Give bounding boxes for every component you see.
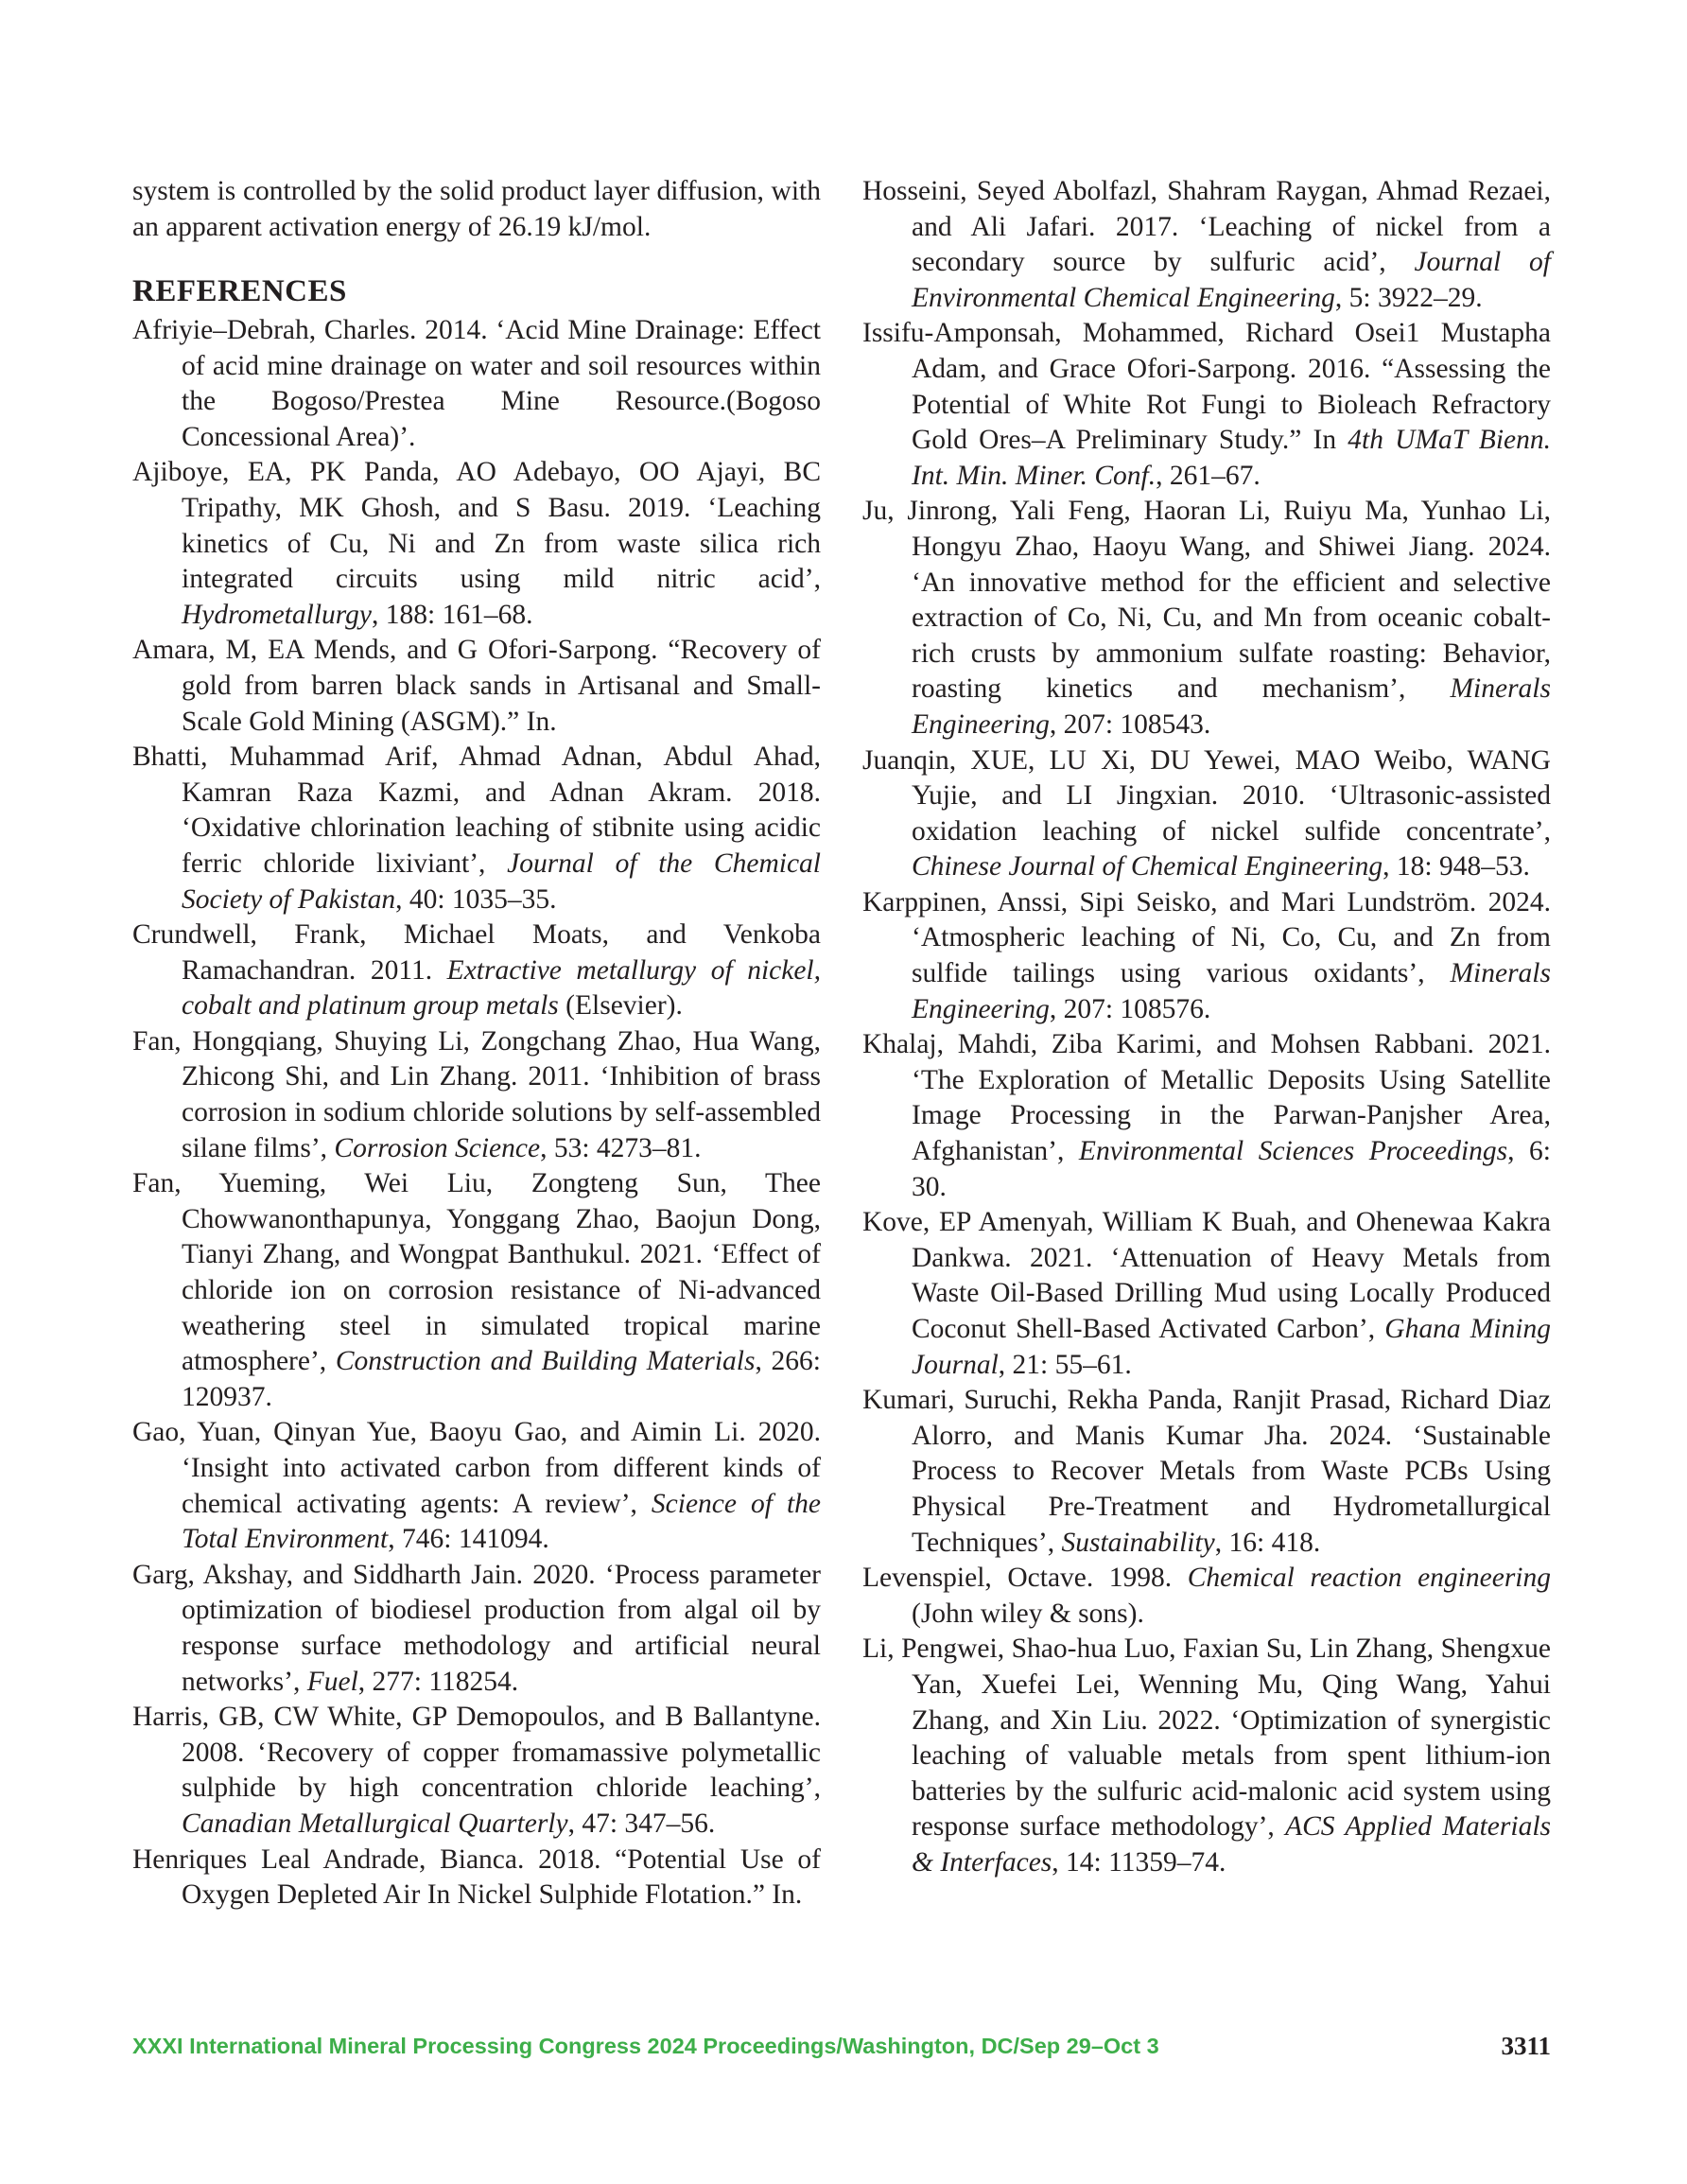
reference-source-title: Construction and Building Materials	[335, 1346, 756, 1377]
reference-text: Henriques Leal Andrade, Bianca. 2018. “Potential Use of Oxygen Depleted Air In Nickel Sulphide Flotation.” In.	[132, 1843, 821, 1911]
reference-details: , 53: 4273–81.	[540, 1132, 702, 1163]
reference-details: , 16: 418.	[1214, 1527, 1321, 1558]
reference-entry	[132, 455, 821, 633]
reference-details: (John wiley & sons).	[912, 1598, 1144, 1629]
reference-details: , 266: 120937.	[182, 1346, 821, 1412]
reference-text: Li, Pengwei, Shao-hua Luo, Faxian Su, Lin Zhang, Shengxue Yan, Xuefei Lei, Wenning Mu, Qing Wang, Yahui Zhang, and Xin Liu. 2022. ‘Optimization of synergistic leaching of valuable metals from spent lithium-ion batteries by the sulfuric acid-malonic acid system using response surface methodology’,	[862, 1634, 1551, 1843]
left-column	[132, 174, 821, 1913]
reference-text: Ajiboye, EA, PK Panda, AO Adebayo, OO Ajayi, BC Tripathy, MK Ghosh, and S Basu. 2019. ‘Leaching kinetics of Cu, Ni and Zn from waste silica rich integrated circuits using mild nitric acid’,	[132, 457, 821, 595]
reference-source-title: Extractive metallurgy of nickel, cobalt and platinum group metals	[182, 954, 821, 1022]
reference-details: , 14: 11359–74.	[1052, 1846, 1226, 1878]
reference-entry	[132, 1415, 821, 1557]
reference-source-title: Environmental Sciences Proceedings	[1078, 1136, 1508, 1167]
reference-source-title: Canadian Metallurgical Quarterly	[182, 1808, 568, 1839]
reference-details: , 6: 30.	[912, 1136, 1551, 1202]
reference-text: Gao, Yuan, Qinyan Yue, Baoyu Gao, and Aimin Li. 2020. ‘Insight into activated carbon from different kinds of chemical activating agents: A review’,	[132, 1417, 821, 1519]
reference-text: Issifu-Amponsah, Mohammed, Richard Osei1 Mustapha Adam, and Grace Ofori-Sarpong. 2016. “Assessing the Potential of White Rot Fungi to Bioleach Refractory Gold Ores–A Preliminary Study.” In	[862, 318, 1551, 456]
references-list-left	[132, 313, 821, 1913]
reference-entry	[862, 1205, 1551, 1383]
reference-details: , 5: 3922–29.	[1334, 282, 1483, 313]
intro-paragraph: system is controlled by the solid product layer diffusion, with an apparent activation energy of 26.19 kJ/mol.	[132, 176, 821, 242]
reference-text: Garg, Akshay, and Siddharth Jain. 2020. ‘Process parameter optimization of biodiesel production from algal oil by response surface methodology and artificial neural networks’,	[132, 1559, 821, 1697]
reference-text: Ju, Jinrong, Yali Feng, Haoran Li, Ruiyu Ma, Yunhao Li, Hongyu Zhao, Haoyu Wang, and Shiwei Jiang. 2024. ‘An innovative method for the efficient and selective extraction of Co, Ni, Cu, and Mn from oceanic cobalt-rich crusts by ammonium sulfate roasting: Behavior, roasting kinetics and mechanism’,	[862, 496, 1551, 705]
reference-text: Harris, GB, CW White, GP Demopoulos, and B Ballantyne. 2008. ‘Recovery of copper fromamassive polymetallic sulphide by high concentration chloride leaching’,	[132, 1702, 821, 1804]
reference-details: , 40: 1035–35.	[395, 883, 557, 915]
reference-details: , 21: 55–61.	[998, 1349, 1132, 1380]
page-footer	[132, 2034, 1551, 2071]
reference-text: Juanqin, XUE, LU Xi, DU Yewei, MAO Weibo, WANG Yujie, and LI Jingxian. 2010. ‘Ultrasonic-assisted oxidation leaching of nickel sulfide concentrate’,	[862, 744, 1551, 847]
reference-text: Crundwell, Frank, Michael Moats, and Venkoba Ramachandran. 2011.	[132, 919, 821, 986]
reference-text: Kove, EP Amenyah, William K Buah, and Ohenewaa Kakra Dankwa. 2021. ‘Attenuation of Heavy Metals from Waste Oil-Based Drilling Mud using Locally Produced Coconut Shell-Based Activated Carbon’,	[862, 1207, 1551, 1344]
reference-text: Amara, M, EA Mends, and G Ofori-Sarpong. “Recovery of gold from barren black sands in Artisanal and Small-Scale Gold Mining (ASGM).” In.	[132, 635, 821, 737]
right-column	[862, 174, 1551, 1881]
reference-entry	[132, 917, 821, 1024]
reference-text: Afriyie–Debrah, Charles. 2014. ‘Acid Mine Drainage: Effect of acid mine drainage on water and soil resources within the Bogoso/Prestea Mine Resource.(Bogoso Concessional Area)’.	[132, 315, 821, 452]
reference-source-title: 4th UMaT Bienn. Int. Min. Miner. Conf.	[912, 425, 1551, 491]
reference-details: , 277: 118254.	[357, 1666, 519, 1697]
reference-source-title: Fuel	[306, 1666, 358, 1697]
references-heading: REFERENCES	[132, 274, 347, 308]
reference-text: Hosseini, Seyed Abolfazl, Shahram Raygan, Ahmad Rezaei, and Ali Jafari. 2017. ‘Leaching of nickel from a secondary source by sulfuric acid’,	[862, 176, 1551, 278]
reference-text: Karppinen, Anssi, Sipi Seisko, and Mari Lundström. 2024. ‘Atmospheric leaching of Ni, Co, Cu, and Zn from sulfide tailings using various oxidants’,	[862, 886, 1551, 989]
reference-entry	[862, 1383, 1551, 1561]
reference-entry	[132, 1843, 821, 1913]
reference-details: , 261–67.	[1156, 460, 1261, 491]
reference-source-title: Hydrometallurgy	[182, 599, 372, 630]
reference-entry	[862, 743, 1551, 885]
reference-details: , 47: 347–56.	[567, 1808, 716, 1839]
reference-text: Bhatti, Muhammad Arif, Ahmad Adnan, Abdul Ahad, Kamran Raza Kazmi, and Adnan Akram. 2018. ‘Oxidative chlorination leaching of stibnite using acidic ferric chloride lixiviant’,	[132, 742, 821, 879]
reference-entry	[862, 494, 1551, 743]
reference-entry	[132, 1558, 821, 1700]
reference-source-title: Chemical reaction engineering	[1187, 1563, 1551, 1594]
reference-details: (Elsevier).	[558, 990, 683, 1022]
reference-entry	[862, 1632, 1551, 1880]
reference-entry	[132, 1024, 821, 1166]
reference-entry	[132, 313, 821, 455]
reference-source-title: ACS Applied Materials & Interfaces	[912, 1811, 1551, 1878]
reference-source-title: Minerals Engineering	[912, 673, 1551, 740]
reference-source-title: Science of the Total Environment	[182, 1488, 821, 1555]
reference-text: Fan, Hongqiang, Shuying Li, Zongchang Zhao, Hua Wang, Zhicong Shi, and Lin Zhang. 2011. ‘Inhibition of brass corrosion in sodium chloride solutions by self-assembled silane films’,	[132, 1025, 821, 1163]
reference-source-title: Ghana Mining Journal	[912, 1314, 1551, 1380]
reference-source-title: Chinese Journal of Chemical Engineering	[912, 851, 1383, 882]
reference-entry	[862, 1561, 1551, 1632]
reference-details: , 746: 141094.	[388, 1524, 549, 1555]
reference-source-title: Journal of Environmental Chemical Engineering	[912, 247, 1551, 313]
reference-entry	[862, 885, 1551, 1027]
reference-details: , 18: 948–53.	[1383, 851, 1530, 882]
reference-source-title: Sustainability	[1061, 1527, 1215, 1558]
reference-entry	[132, 633, 821, 740]
reference-text: Fan, Yueming, Wei Liu, Zongteng Sun, Thee Chowwanonthapunya, Yonggang Zhao, Baojun Dong, Tianyi Zhang, and Wongpat Banthukul. 2021. ‘Effect of chloride ion on corrosion resistance of Ni-advanced weathering steel in simulated tropical marine atmosphere’,	[132, 1168, 821, 1377]
reference-details: , 207: 108576.	[1049, 993, 1211, 1024]
reference-text: Levenspiel, Octave. 1998.	[862, 1563, 1188, 1594]
reference-entry	[862, 1027, 1551, 1205]
reference-entry	[862, 174, 1551, 316]
reference-entry	[862, 316, 1551, 494]
reference-text: Khalaj, Mahdi, Ziba Karimi, and Mohsen Rabbani. 2021. ‘The Exploration of Metallic Deposits Using Satellite Image Processing in the Parwan-Panjsher Area, Afghanistan’,	[862, 1029, 1551, 1167]
references-list-right	[862, 174, 1551, 1881]
reference-source-title: Corrosion Science	[334, 1132, 541, 1163]
footer-conference-title: XXXI International Mineral Processing Congress 2024 Proceedings/Washington, DC/Sep 29–Oct 3	[132, 2034, 1159, 2058]
reference-source-title: Minerals Engineering	[912, 958, 1551, 1024]
reference-entry	[132, 1166, 821, 1415]
reference-details: , 188: 161–68.	[372, 599, 533, 630]
reference-text: Kumari, Suruchi, Rekha Panda, Ranjit Prasad, Richard Diaz Alorro, and Manis Kumar Jha. 2024. ‘Sustainable Process to Recover Metals from Waste PCBs Using Physical Pre-Treatment and Hydrometallurgical Techniques’,	[862, 1385, 1551, 1558]
page-number: 3311	[1501, 2032, 1551, 2060]
reference-entry	[132, 740, 821, 917]
reference-entry	[132, 1700, 821, 1842]
reference-source-title: Journal of the Chemical Society of Pakistan	[182, 847, 821, 915]
reference-details: , 207: 108543.	[1049, 708, 1211, 740]
